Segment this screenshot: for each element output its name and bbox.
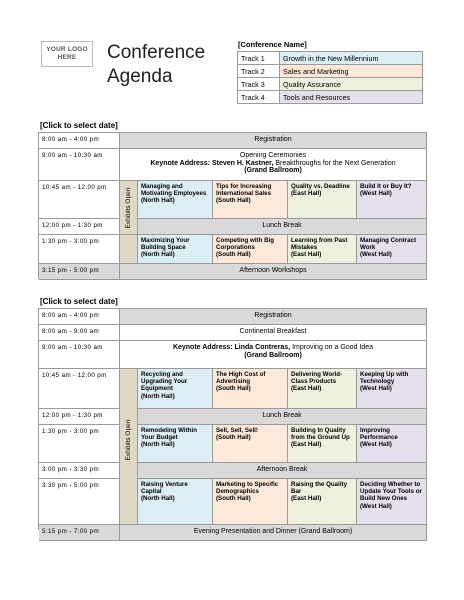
session-track3 [288, 425, 357, 463]
continental-breakfast: Continental Breakfast [120, 325, 427, 341]
title-line-1: Conference [107, 42, 206, 63]
session-title: Raising Venture Capital [141, 481, 188, 496]
day2-date-picker[interactable]: [Click to select date] [40, 297, 118, 306]
session-track1 [138, 369, 213, 409]
track-name: Growth in the New Millennium [280, 52, 423, 65]
session-title: Improving Performance [360, 427, 398, 442]
time-slot: 8:00 am - 4:00 pm [39, 133, 120, 149]
keynote-topic: Improving on a Good Idea [290, 344, 374, 351]
track-label: Track 2 [238, 65, 280, 78]
logo-placeholder[interactable]: YOUR LOGO HERE [41, 41, 93, 67]
track-label: Track 1 [238, 52, 280, 65]
afternoon-workshops: Afternoon Workshops [120, 264, 427, 280]
session-title: Building In Quality from the Ground Up [291, 427, 350, 442]
keynote-topic: Breakthroughs for the Next Generation [273, 159, 396, 167]
time-slot: 3:30 pm - 5:00 pm [39, 479, 120, 525]
exhibits-label: Exhibits Open [124, 186, 132, 229]
session-title: Raising the Quality Bar [291, 481, 348, 496]
session-track4 [357, 479, 427, 525]
session-track2 [213, 425, 288, 463]
session-track4 [357, 181, 427, 219]
session-title: Recycling and Upgrading Your Equipment [141, 371, 188, 393]
exhibits-open [120, 181, 138, 235]
exhibits-open-cont [120, 479, 138, 525]
time-slot: 12:00 pm - 1:30 pm [39, 409, 120, 425]
session-room: (East Hall) [291, 190, 322, 198]
session-room: (North Hall) [141, 441, 175, 449]
session-room: (South Hall) [216, 434, 251, 442]
time-slot: 3:00 pm - 3:30 pm [39, 463, 120, 479]
session-room: (West Hall) [360, 502, 392, 510]
session-track1 [138, 181, 213, 219]
session-track3 [288, 181, 357, 219]
session-room: (East Hall) [291, 495, 322, 503]
day1-date-picker[interactable]: [Click to select date] [40, 121, 118, 130]
track-name: Tools and Resources [280, 91, 423, 104]
session-track3 [288, 479, 357, 525]
session-room: (South Hall) [216, 385, 251, 393]
keynote-block [120, 341, 427, 369]
time-slot: 8:00 am - 4:00 pm [39, 309, 120, 325]
track-row [238, 78, 423, 91]
session-title: Competing with Big Corporations [216, 237, 275, 252]
session-title: Managing Contract Work [360, 237, 417, 252]
conference-name[interactable]: [Conference Name] [238, 40, 307, 49]
keynote-speaker: Keynote Address: Linda Contreras, [172, 344, 291, 351]
registration: Registration [120, 309, 427, 325]
session-track3 [288, 369, 357, 409]
session-title: Sell, Sell, Sell! [216, 427, 258, 434]
exhibits-label: Exhibits Open [124, 418, 132, 461]
session-room: (South Hall) [216, 251, 251, 259]
session-title: Maximizing Your Building Space [141, 237, 190, 252]
session-title: Tips for Increasing International Sales [216, 183, 272, 198]
session-room: (West Hall) [360, 190, 392, 198]
keynote-block [120, 149, 427, 181]
registration: Registration [120, 133, 427, 149]
session-room: (South Hall) [216, 197, 251, 205]
session-track1 [138, 235, 213, 264]
session-title: Learning from Past Mistakes [291, 237, 348, 252]
time-slot: 5:15 pm - 7:00 pm [39, 525, 120, 541]
time-slot: 9:00 am - 10:30 am [39, 149, 120, 181]
session-track4 [357, 425, 427, 463]
keynote-venue: (Grand Ballroom) [244, 167, 302, 175]
session-track1 [138, 425, 213, 463]
title-line-2: Agenda [107, 66, 173, 87]
page-title [107, 41, 205, 89]
session-room: (East Hall) [291, 385, 322, 393]
time-slot: 1:30 pm - 3:00 pm [39, 425, 120, 463]
session-track2 [213, 235, 288, 264]
lunch-break: Lunch Break [138, 409, 427, 425]
track-label: Track 4 [238, 91, 280, 104]
session-title: Keeping Up with Technology [360, 371, 409, 386]
session-room: (North Hall) [141, 392, 175, 400]
session-title: Quality vs. Deadline [291, 183, 350, 190]
time-slot: 1:30 pm - 3:00 pm [39, 235, 120, 264]
session-room: (South Hall) [216, 495, 251, 503]
track-name: Sales and Marketing [280, 65, 423, 78]
track-row [238, 65, 423, 78]
session-title: Delivering World-Class Products [291, 371, 343, 386]
keynote-venue: (Grand Ballroom) [244, 351, 302, 359]
track-name: Quality Assurance [280, 78, 423, 91]
session-room: (West Hall) [360, 385, 392, 393]
session-track2 [213, 369, 288, 409]
keynote-line [120, 344, 426, 352]
session-room: (East Hall) [291, 251, 322, 259]
session-title: Deciding Whether to Update Your Tools or Build New Ones [360, 481, 422, 503]
track-label: Track 3 [238, 78, 280, 91]
keynote-line [120, 160, 426, 168]
time-slot: 9:00 am - 10:30 am [39, 341, 120, 369]
session-track1 [138, 479, 213, 525]
session-title: Marketing to Specific Demographics [216, 481, 279, 496]
time-slot: 12:00 pm - 1:30 pm [39, 219, 120, 235]
afternoon-break: Afternoon Break [138, 463, 427, 479]
session-room: (West Hall) [360, 251, 392, 259]
time-slot: 8:00 am - 9:00 am [39, 325, 120, 341]
lunch-break: Lunch Break [138, 219, 427, 235]
track-row [238, 52, 423, 65]
keynote-speaker: Keynote Address: Steven H. Kastner, [150, 159, 274, 167]
session-room: (West Hall) [360, 441, 392, 449]
tracks-legend [237, 51, 423, 104]
time-slot: 10:45 am - 12:00 pm [39, 369, 120, 409]
time-slot: 3:15 pm - 5:00 pm [39, 264, 120, 280]
session-track2 [213, 479, 288, 525]
time-slot: 10:45 am - 12:00 pm [39, 181, 120, 219]
track-row [238, 91, 423, 104]
session-track2 [213, 181, 288, 219]
session-title: Remodeling Within Your Budget [141, 427, 197, 442]
day2-agenda-grid [38, 308, 427, 535]
session-room: (North Hall) [141, 495, 175, 503]
session-room: (North Hall) [141, 197, 175, 205]
session-title: Managing and Motivating Employees [141, 183, 207, 198]
exhibits-open-cont [120, 235, 138, 264]
session-room: (North Hall) [141, 251, 175, 259]
opening-ceremonies: Opening Ceremonies [239, 152, 307, 159]
session-track3 [288, 235, 357, 264]
session-title: Build It or Buy It? [360, 183, 412, 190]
day1-agenda-grid [38, 132, 427, 279]
session-room: (East Hall) [291, 441, 322, 449]
session-title: The High Cost of Advertising [216, 371, 266, 386]
session-track4 [357, 369, 427, 409]
evening-dinner: Evening Presentation and Dinner (Grand Ballroom) [120, 525, 427, 541]
session-track4 [357, 235, 427, 264]
